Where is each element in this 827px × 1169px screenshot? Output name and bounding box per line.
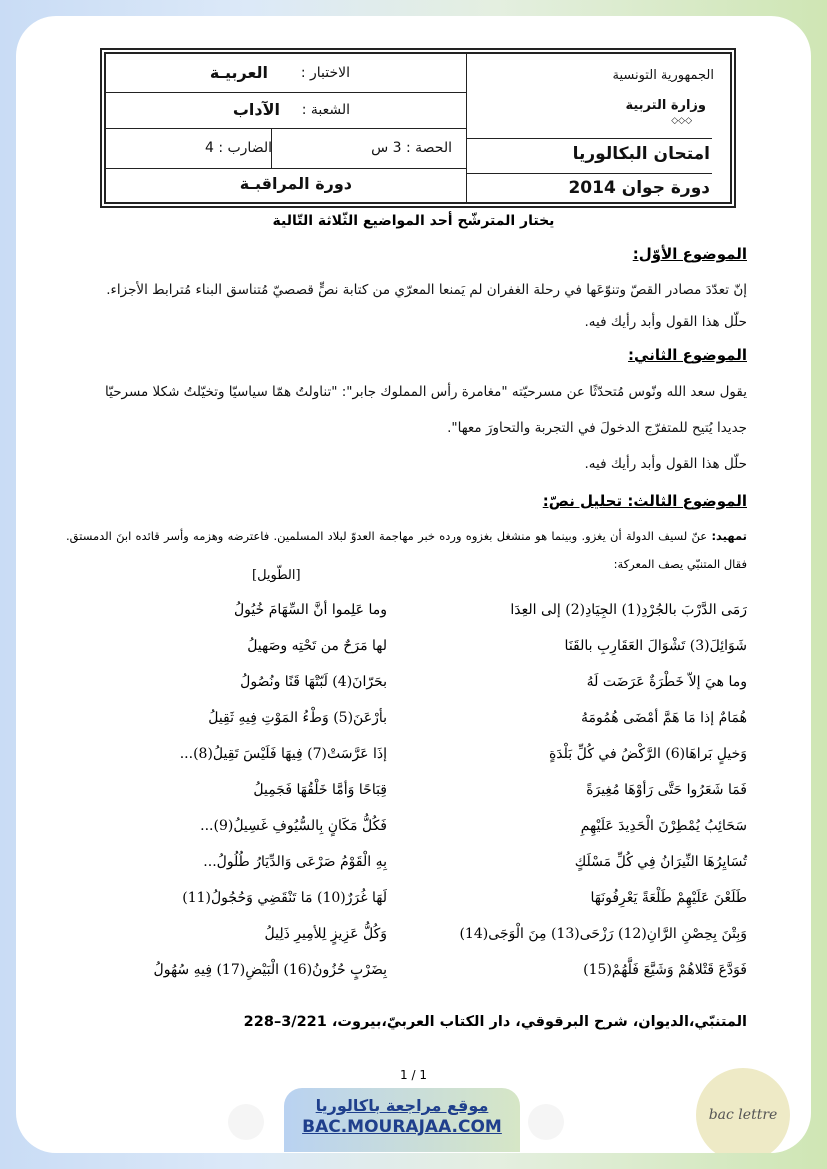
exam-title: امتحان البكالوريا: [572, 144, 710, 164]
site-logo-icon: [228, 1104, 264, 1140]
verse-second-hemistich: بِضَرْبٍ حُزُونُ(16) الْبَيْضِ(17) فِيهِ سُهُولُ: [153, 962, 387, 978]
verse-line: [107, 746, 747, 770]
verse-first-hemistich: شَوَائِلَ(3) تَشْوَالَ العَقَارِبِ بالقَنَا: [564, 638, 747, 654]
branch-label: الشعبة :: [301, 102, 350, 118]
coefficient-label: الضارب : 4: [204, 140, 272, 156]
topic1-text: إنّ تعدّدَ مصادر القصّ وتنوّعَها في رحلة الغفران لم يَمنعا المعرّي من كتابة نصٍّ قصصيّ مُتناسق البناء مُترابط الأجزاء.: [106, 282, 747, 298]
header-institution: [466, 54, 730, 202]
verse-line: [107, 926, 747, 950]
verse-second-hemistich: وما عَلِموا أنَّ السِّهَامَ خُيُولُ: [233, 602, 387, 618]
duration-row: [106, 128, 466, 169]
topic3-intro: [66, 522, 747, 578]
meter-label: [الطّويل]: [252, 568, 301, 583]
topic2-task: حلّل هذا القول وأبد رأيك فيه.: [584, 456, 747, 472]
verse-second-hemistich: إذَا عَرَّسَتْ(7) فِيهَا فَلَيْسَ تَقِيلُ(8)...: [179, 746, 387, 762]
verse-first-hemistich: هُمَامٌ إذا مَا هَمَّ أمْضَى هُمُومَهُ: [580, 710, 747, 726]
verse-line: [107, 674, 747, 698]
topic2-title: الموضوع الثاني:: [628, 346, 747, 364]
exam-header: [100, 48, 736, 208]
ornament: ◇◇◇: [671, 116, 692, 126]
site-name-arabic[interactable]: موقع مراجعة باكالوريا: [315, 1096, 489, 1115]
verse-line: [107, 890, 747, 914]
verse-first-hemistich: رَمَى الدَّرْبَ بالجُرْدِ(1) الجِيَادِ(2) إلى العِدَا: [510, 602, 747, 618]
verse-line: [107, 602, 747, 626]
site-logo-icon: [528, 1104, 564, 1140]
intro-label: تمهيد:: [711, 529, 747, 543]
bac-lettre-badge: bac lettre: [696, 1068, 790, 1153]
verse-line: [107, 818, 747, 842]
republic-label: الجمهورية التونسية: [612, 68, 714, 83]
test-value: العربيـة: [209, 63, 268, 82]
topic1-task: حلّل هذا القول وأبد رأيك فيه.: [584, 314, 747, 330]
control-session: دورة المراقبـة: [239, 174, 352, 193]
intro-text: عنّ لسيف الدولة أن يغزو. وبينما هو منشغل بغزوه ورده خبر مهاجمة العدوّ لبلاد المسلمين. فاعترضه وهزمه وأسر قائده ابنَ الدمستق. فقال المتنبّي يصف المعركة:: [66, 529, 747, 571]
verse-second-hemistich: بأرْعَنَ(5) وَطْءُ المَوْتِ فِيهِ ثَقِيلُ: [208, 710, 387, 726]
topic2-text-1: يقول سعد الله ونّوس مُتحدّثًا عن مسرحيّته "مغامرة رأس المملوك جابر": "تناولتُ همّا سياسيّا وتخيّلتُ شكلا مسرحيّا: [105, 384, 747, 400]
verse-line: [107, 710, 747, 734]
topic3-title: الموضوع الثالث: تحليل نصّ:: [542, 492, 747, 510]
branch-row: [106, 92, 466, 129]
exam-session: دورة جوان 2014: [568, 178, 710, 198]
verse-first-hemistich: طَلَعْنَ عَلَيْهِمْ طَلْعَةً يَعْرِفُونَهَا: [590, 890, 747, 906]
verse-second-hemistich: لَهَا غُرَرٌ(10) مَا تَنْقَضِي وَحُجُولُ(11): [182, 890, 387, 906]
test-row: [106, 54, 466, 93]
verse-first-hemistich: فَمَا شَعَرُوا حَتَّى رَأوْهَا مُغِيرَةً: [586, 782, 747, 798]
verse-second-hemistich: لها مَرَحٌ من تَحْتِه وصَهيلُ: [247, 638, 387, 654]
branch-value: الآداب: [232, 100, 280, 119]
topic2-text-2: جديدا يُتيح للمتفرّج الدخولَ في التجربة والتحاورَ معها".: [447, 420, 747, 436]
topic1-title: الموضوع الأوّل:: [632, 245, 747, 263]
verse-first-hemistich: تُسَايِرُهَا النِّيرَانُ فِي كُلِّ مَسْلَكٍ: [574, 854, 747, 870]
verse-first-hemistich: وما هيَ إلاّ خَطْرَةٌ عَرَضَت لَهُ: [586, 674, 747, 690]
site-url[interactable]: BAC.MOURAJAA.COM: [302, 1117, 502, 1137]
verse-line: [107, 962, 747, 986]
verse-first-hemistich: سَحَائِبُ يُمْطِرْنَ الْحَدِيدَ عَلَيْهِمِ: [580, 818, 747, 834]
verse-first-hemistich: فَوَدَّعَ قَتْلاهُمْ وَشَيَّعَ فَلَّهُمْ(15): [583, 962, 747, 978]
source-reference: المتنبّي،الديوان، شرح البرقوقي، دار الكتاب العربيّ،بيروت، 3/221–228: [243, 1014, 747, 1030]
verse-second-hemistich: بحَرّانَ(4) لَبّتْهَا قَنًا ونُصُولُ: [240, 674, 387, 690]
verse-first-hemistich: وَبِتْنَ بِحِصْنِ الرَّانِ(12) رَزْحَى(13) مِنَ الْوَجَى(14): [459, 926, 747, 942]
page-number: 1 / 1: [400, 1068, 427, 1082]
ministry-label: وزارة التربية: [625, 98, 706, 113]
test-label: الاختبار :: [300, 65, 350, 81]
verse-line: [107, 854, 747, 878]
verse-second-hemistich: بِهِ الْقَوْمُ صَرْعَى وَالدِّيَارُ طُلُولُ...: [203, 854, 387, 870]
verse-line: [107, 782, 747, 806]
verse-first-hemistich: وَخيلٍ بَراهَا(6) الرَّكْضُ في كُلِّ بَلْدَةٍ: [548, 746, 747, 762]
site-banner[interactable]: [284, 1088, 520, 1152]
verse-second-hemistich: وَكُلُّ عَزِيزٍ لِلأمِيرِ ذَلِيلُ: [264, 926, 387, 942]
duration-label: الحصة : 3 س: [271, 128, 466, 168]
verse-line: [107, 638, 747, 662]
instruction: يختار المترشّح أحد المواضيع الثّلاثة التّالية: [272, 213, 555, 229]
control-row: [106, 168, 466, 202]
verse-second-hemistich: قِبَاحًا وَأمَّا خَلْقُهَا فَجَمِيلُ: [253, 782, 387, 798]
exam-page: [16, 16, 811, 1153]
verse-second-hemistich: فَكُلُّ مَكَانٍ بِالسُّيُوفِ غَسِيلُ(9)...: [200, 818, 387, 834]
